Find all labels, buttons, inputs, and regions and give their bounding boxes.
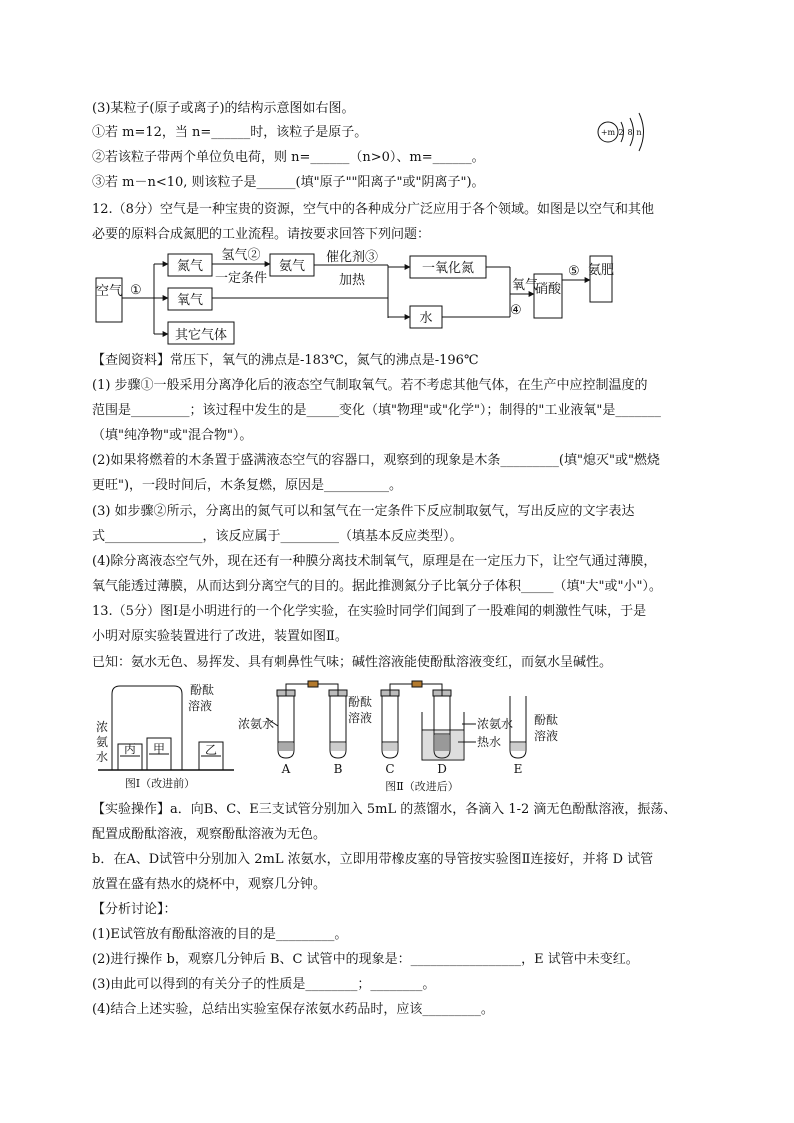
q13-d1: (1)E试管放有酚酞溶液的目的是_________。 [92,927,348,942]
flow-condition: 一定条件 [214,271,268,286]
atom-structure-diagram [588,108,668,164]
fig1-label-left-1: 浓 [96,720,109,734]
fig1-caption: 图Ⅰ（改进前） [124,777,196,790]
q3-part1: ①若 m=12，当 n=______时，该粒子是原子。 [92,125,368,140]
fig1-label-left-2: 氨 [96,735,109,749]
flow-o2: 氧气 [512,278,539,293]
fig2-tube-d: D [437,762,447,776]
flow-water: 水 [419,311,433,326]
fig1-yi: 乙 [204,743,218,757]
fig2-tube-a: A [281,762,291,776]
fig2-phenol-e-2: 溶液 [534,729,559,743]
shell2-label: 8 [627,128,633,137]
fig1-label-left-3: 水 [96,750,109,764]
q13-op3: b．在A、D试管中分别加入 2mL 浓氨水，立即用带橡皮塞的导管按实验图Ⅱ连接好，并将 D 试管 [92,852,654,867]
q12-s1b: 范围是_________；该过程中发生的是_____变化（填"物理"或"化学"）；制得的"工业液氧"是_______ [92,403,661,418]
flow-nitrogen: 氮气 [176,259,204,274]
q13-d3: (3)由此可以得到的有关分子的性质是________；________。 [92,977,436,992]
industrial-flow-chart [92,242,622,348]
fig2-caption: 图Ⅱ（改进后） [385,780,459,793]
q12-line2: 必要的原料合成氮肥的工业流程。请按要求回答下列问题： [92,227,431,242]
flow-catalyst: 催化剂③ [325,250,379,265]
nucleus-label: +m [600,128,616,137]
flow-ammonia: 氨气 [278,259,306,274]
flow-nitric: 硝酸 [534,282,562,297]
q12-s2a: (2)如果将燃着的木条置于盛满液态空气的容器口，观察到的现象是木条_________(填"熄灭"或"燃烧 [92,453,660,468]
shell1-label: 2 [618,128,624,137]
q12-s4a: (4)除分离液态空气外，现在还有一种膜分离技术制氧气，原理是在一定压力下，让空气通过薄膜， [92,554,657,569]
fig2-conc-ammonia-2: 浓氨水 [477,717,514,731]
q13-op4: 放置在盛有热水的烧杯中，观察几分钟。 [92,877,327,892]
flow-step4: ④ [510,303,522,318]
flow-no: 一氧化氮 [421,261,475,276]
q3-stem: (3)某粒子(原子或离子)的结构示意图如右图。 [92,101,355,116]
q12-line1: 12.（8分）空气是一种宝贵的资源，空气中的各种成分广泛应用于各个领域。如图是以空气和其他 [92,202,654,217]
q13-line1: 13.（5分）图Ⅰ是小明进行的一个化学实验，在实验时同学们闻到了一股难闻的刺激性气味，于是 [92,604,647,619]
q12-s3b: 式_______________，该反应属于_________（填基本反应类型）。 [92,529,463,544]
q13-line2: 小明对原实验装置进行了改进，装置如图Ⅱ。 [92,629,348,644]
q3-part3: ③若 m－n<10, 则该粒子是______(填"原子""阳离子"或"阴离子")。 [92,175,485,190]
figure-2-after [236,676,576,794]
flow-others: 其它气体 [174,328,228,343]
flow-step5: ⑤ [568,264,580,279]
q12-s2b: 更旺")，一段时间后，木条复燃，原因是__________。 [92,478,403,493]
fig2-phenol-2: 溶液 [348,711,373,725]
q12-s4b: 氧气能透过薄膜，从而达到分离空气的目的。据此推测氮分子比氧分子体积_____（填"大"或"小"）。 [92,579,662,594]
flow-fert: 氨肥 [587,263,615,278]
q12-s1a: (1) 步骤①一般采用分离净化后的液态空气制取氧气。若不考虑其他气体，在生产中应控制温度的 [92,378,648,393]
fig1-phenol-2: 溶液 [188,699,213,713]
figure-1-before [92,680,242,794]
fig2-hot-water: 热水 [477,735,502,749]
q13-discussion-heading: 【分析讨论】： [92,902,177,917]
fig1-bing: 丙 [123,742,137,756]
flow-heat: 加热 [338,273,366,288]
fig2-phenol-e-1: 酚酞 [534,713,559,727]
fig2-tube-b: B [333,762,343,776]
flow-oxygen: 氧气 [176,293,204,308]
flow-step1: ① [130,283,142,298]
q12-info: 【查阅资料】常压下，氧气的沸点是-183℃，氮气的沸点是-196℃ [92,353,479,368]
fig1-jia: 甲 [152,742,166,756]
fig2-tube-e: E [513,762,523,776]
flow-h2-step2: 氢气② [221,248,261,263]
q13-op1: 【实验操作】a．向B、C、E三支试管分别加入 5mL 的蒸馏水，各滴入 1-2 滴无色酚酞溶液，振荡、 [92,802,677,817]
fig2-phenol-1: 酚酞 [348,695,373,709]
q12-s3a: (3) 如步骤②所示，分离出的氮气可以和氢气在一定条件下反应制取氨气，写出反应的文字表达 [92,504,635,519]
fig2-tube-c: C [385,762,395,776]
q13-d4: (4)结合上述实验，总结出实验室保存浓氨水药品时，应该_________。 [92,1002,494,1017]
q12-s1c: （填"纯净物"或"混合物"）。 [92,428,253,443]
fig2-conc-ammonia: 浓氨水 [238,717,275,731]
q13-known: 已知：氨水无色、易挥发、具有刺鼻性气味；碱性溶液能使酚酞溶液变红，而氨水呈碱性。 [92,655,613,670]
fig1-phenol-1: 酚酞 [190,683,215,697]
flow-air-1: 空气 [95,284,123,299]
q13-op2: 配置成酚酞溶液，观察酚酞溶液为无色。 [92,827,327,842]
q3-part2: ②若该粒子带两个单位负电荷，则 n=______（n>0）、m=______。 [92,150,485,165]
q13-d2: (2)进行操作 b，观察几分钟后 B、C 试管中的现象是：_________________，E 试管中未变红。 [92,952,639,967]
shell3-label: n [636,128,642,137]
